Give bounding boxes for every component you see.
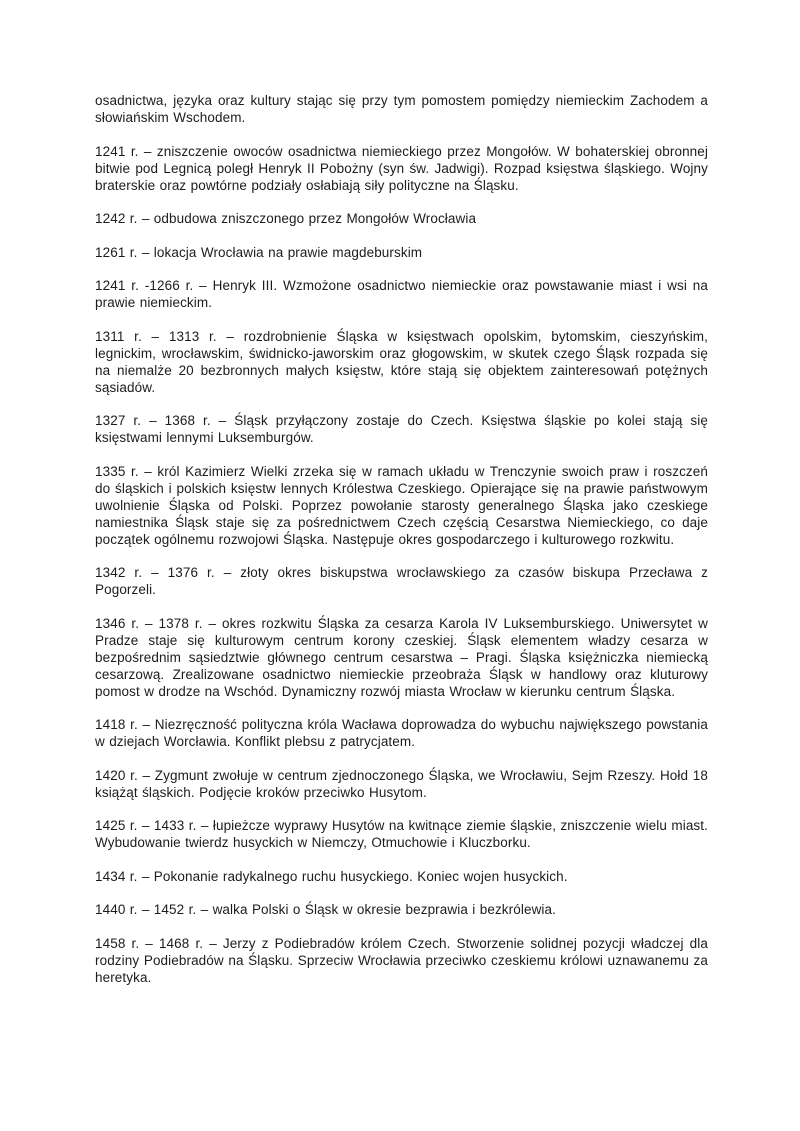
paragraph-1440-1452: 1440 r. – 1452 r. – walka Polski o Śląsk w okresie bezprawia i bezkrólewia.: [95, 902, 556, 917]
paragraph-1241: 1241 r. – zniszczenie owoców osadnictwa niemieckiego przez Mongołów. W bohaterskiej obronnej bitwie pod Legnicą poległ Henryk II Pobożny (syn św. Jadwigi). Rozpad księstwa śląskiego. Wojny braterskie oraz powtórne podziały osłabiają siły polityczne na Śląsku.: [95, 143, 708, 193]
paragraph-continuation: osadnictwa, języka oraz kultury stając się przy tym pomostem pomiędzy niemieckim Zachodem a słowiańskim Wschodem.: [95, 93, 708, 125]
paragraph-1434: 1434 r. – Pokonanie radykalnego ruchu husyckiego. Koniec wojen husyckich.: [95, 868, 568, 884]
paragraph-1346-1378: 1346 r. – 1378 r. – okres rozkwitu Śląska za cesarza Karola IV Luksemburskiego. Uniwersytet w Pradze staje się kulturowym centrum korony czeskiej. Śląsk elementem władzy cesarza w bezpośrednim sąsiedztwie głównego centrum cesarstwa – Pragi. Śląska księżniczka niemiecką cesarzową. Zrealizowane osadnictwo niemieckie przeobraża Śląsk w handlowy oraz kluturowy pomost w drodze na Wschód. Dynamiczny rozwój miasta Wrocław w kierunku centrum Śląska.: [95, 615, 708, 699]
paragraph-1418: 1418 r. – Niezręczność polityczna króla Wacława doprowadza do wybuchu największego powstania w dziejach Worcławia. Konflikt plebsu z patrycjatem.: [95, 717, 708, 749]
paragraph-1342-1376: 1342 r. – 1376 r. – złoty okres biskupstwa wrocławskiego za czasów biskupa Przecława z Pogorzeli.: [95, 565, 708, 597]
paragraph-1261: 1261 r. – lokacja Wrocławia na prawie magdeburskim: [95, 244, 423, 260]
paragraph-1458-1468: 1458 r. – 1468 r. – Jerzy z Podiebradów królem Czech. Stworzenie solidnej pozycji władczej dla rodziny Podiebradów na Śląsku. Sprzeciw Wrocławia przeciwko czeskiemu królowi uznawanemu za heretyka.: [95, 935, 708, 985]
paragraph-1311-1313: 1311 r. – 1313 r. – rozdrobnienie Śląska w księstwach opolskim, bytomskim, cieszyńskim, legnickim, wrocławskim, świdnicko-jaworskim oraz głogowskim, w skutek czego Śląsk rozpada się na niemalże 20 bezbronnych małych księstw, które stają się objektem zainteresowań potężnych sąsiadów.: [95, 328, 708, 395]
paragraph-1327-1368: 1327 r. – 1368 r. – Śląsk przyłączony zostaje do Czech. Księstwa śląskie po kolei stają się księstwami lennymi Luksemburgów.: [95, 413, 708, 445]
document-text-block: [95, 92, 708, 1002]
paragraph-1420: 1420 r. – Zygmunt zwołuje w centrum zjednoczonego Śląska, we Wrocławiu, Sejm Rzeszy. Hołd 18 książąt śląskich. Podjęcie kroków przeciwko Husytom.: [95, 767, 708, 800]
paragraph-1241-1266: 1241 r. -1266 r. – Henryk III. Wzmożone osadnictwo niemieckie oraz powstawanie miast i wsi na prawie niemieckim.: [95, 278, 708, 310]
paragraph-1425-1433: 1425 r. – 1433 r. – łupieżcze wyprawy Husytów na kwitnące ziemie śląskie, zniszczenie wielu miast. Wybudowanie twierdz husyckich w Niemczy, Otmuchowie i Kluczborku.: [95, 818, 708, 850]
paragraph-1335: 1335 r. – król Kazimierz Wielki zrzeka się w ramach układu w Trenczynie swoich praw i roszczeń do śląskich i polskich księstw lennych Królestwa Czeskiego. Opierające się na prawie państwowym uwolnienie Śląska od Polski. Poprzez powołanie starosty generalnego Śląska jako czeskiege namiestnika Śląsk staje się za pośrednictwem Czech częścią Cesarstwa Niemieckiego, co daje początek ogólnemu rozwojowi Śląska. Następuje okres gospodarczego i kulturowego rozkwitu.: [95, 463, 708, 547]
paragraph-1242: 1242 r. – odbudowa zniszczonego przez Mongołów Wrocławia: [95, 211, 477, 226]
